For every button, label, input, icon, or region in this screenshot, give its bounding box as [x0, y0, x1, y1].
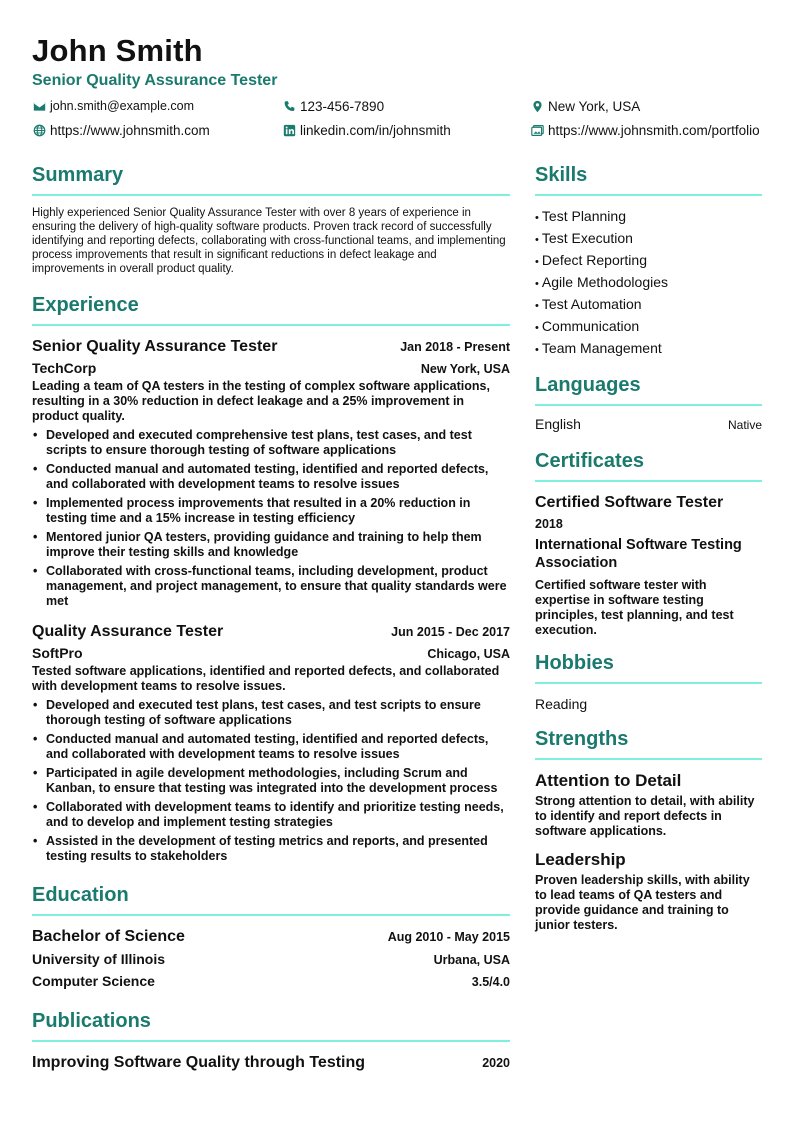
list-item: • Implemented process improvements that resulted in a 20% reduction in testing time and a 15% increase in testing efficiency — [32, 496, 510, 526]
language-entry — [535, 416, 762, 432]
list-item: • Participated in agile development methodologies, including Scrum and Kanban, to ensure that testing was integrated into the development process — [32, 766, 510, 796]
certificates-heading: Certificates — [535, 448, 762, 482]
hobby-item: Reading — [535, 696, 588, 712]
certificate-entry — [535, 492, 762, 638]
job-location: Chicago, USA — [427, 647, 510, 661]
contact-phone[interactable] — [282, 96, 384, 116]
job-dates: Jun 2015 - Dec 2017 — [391, 625, 510, 639]
list-item: • Test Execution — [535, 228, 762, 250]
list-item: • Communication — [535, 316, 762, 338]
publication-year: 2020 — [482, 1056, 510, 1070]
job-bullets — [32, 698, 510, 864]
side-column — [535, 162, 762, 943]
linkedin-link: linkedin.com/in/johnsmith — [300, 122, 451, 138]
strength-entry — [535, 770, 762, 839]
hobbies-heading: Hobbies — [535, 650, 762, 684]
location-icon — [530, 99, 544, 113]
job-description: Tested software applications, identified and reported defects, and collaborated with development teams to resolve issues. — [32, 664, 500, 693]
job-dates: Jan 2018 - Present — [400, 340, 510, 354]
list-item: • Mentored junior QA testers, providing guidance and training to help them improve their testing skills and knowledge — [32, 530, 510, 560]
company-name: SoftPro — [32, 645, 83, 661]
list-item: • Developed and executed comprehensive test plans, test cases, and test scripts to ensure thorough testing of software applications — [32, 428, 510, 458]
contact-website[interactable] — [32, 120, 210, 140]
list-item: • Test Automation — [535, 294, 762, 316]
list-item: • Conducted manual and automated testing, identified and reported defects, and collaborated with development teams to resolve issues — [32, 462, 510, 492]
languages-heading: Languages — [535, 372, 762, 406]
strength-name: Leadership — [535, 850, 626, 869]
email-icon — [32, 99, 46, 113]
experience-entry — [32, 621, 510, 864]
list-item: • Collaborated with development teams to identify and prioritize testing needs, and to develop and implement testing strategies — [32, 800, 510, 830]
linkedin-icon — [282, 123, 296, 137]
education-dates: Aug 2010 - May 2015 — [387, 930, 510, 944]
school-name: University of Illinois — [32, 951, 166, 967]
list-item: • Developed and executed test plans, test cases, and test scripts to ensure thorough testing of software applications — [32, 698, 510, 728]
language-name: English — [535, 416, 581, 432]
publications-heading: Publications — [32, 1008, 510, 1042]
contact-row — [32, 96, 782, 120]
experience-entry — [32, 336, 510, 609]
job-bullets — [32, 428, 510, 609]
list-item: • Assisted in the development of testing metrics and reports, and presented testing results to stakeholders — [32, 834, 510, 864]
phone-text: 123-456-7890 — [300, 98, 385, 114]
strengths-heading: Strengths — [535, 726, 762, 760]
education-heading: Education — [32, 882, 510, 916]
skills-heading: Skills — [535, 162, 762, 196]
phone-icon — [282, 99, 296, 113]
list-item: • Team Management — [535, 338, 762, 360]
school-location: Urbana, USA — [433, 953, 510, 967]
contact-location — [530, 96, 640, 116]
location-text: New York, USA — [548, 98, 641, 114]
gpa: 3.5/4.0 — [471, 975, 510, 989]
candidate-title: Senior Quality Assurance Tester — [32, 72, 278, 89]
language-level: Native — [727, 418, 762, 432]
contact-portfolio[interactable] — [530, 120, 760, 140]
certificate-description: Certified software tester with expertise in software testing principles, test planning, and test execution. — [535, 578, 734, 637]
portfolio-link: https://www.johnsmith.com/portfolio — [548, 122, 760, 138]
field-of-study: Computer Science — [32, 973, 155, 989]
certificate-name: Certified Software Tester — [535, 494, 724, 511]
contact-linkedin[interactable] — [282, 120, 451, 140]
job-location: New York, USA — [420, 362, 510, 376]
email-text: john.smith@example.com — [50, 99, 194, 113]
globe-icon — [32, 123, 46, 137]
contact-info — [32, 96, 782, 144]
list-item: • Agile Methodologies — [535, 272, 762, 294]
candidate-name: John Smith — [32, 33, 203, 68]
job-title: Quality Assurance Tester — [32, 623, 224, 640]
certificate-org: International Software Testing Association — [535, 537, 742, 571]
list-item: • Conducted manual and automated testing, identified and reported defects, and collaborated with development teams to resolve issues — [32, 732, 510, 762]
strength-name: Attention to Detail — [535, 771, 682, 790]
summary-heading: Summary — [32, 162, 510, 196]
publication-title: Improving Software Quality through Testing — [32, 1054, 366, 1071]
summary-text: Highly experienced Senior Quality Assurance Tester with over 8 years of experience in ensuring the delivery of high-quality software products. Proven track record of successfully identifying and reporting defects, collaborating with cross-functional teams, and implementing process improvements that result in significant reductions in defect leakage and improvements in overall product quality. — [32, 207, 506, 275]
list-item: • Defect Reporting — [535, 250, 762, 272]
resume-header — [32, 32, 772, 92]
strength-description: Strong attention to detail, with ability to identify and report defects in software applications. — [535, 794, 755, 838]
contact-row — [32, 120, 782, 144]
job-title: Senior Quality Assurance Tester — [32, 338, 278, 355]
education-entry — [32, 926, 510, 992]
strength-entry — [535, 849, 762, 933]
experience-heading: Experience — [32, 292, 510, 326]
strength-description: Proven leadership skills, with ability to lead teams of QA testers and provide guidance and training to junior testers. — [535, 873, 750, 932]
publication-entry — [32, 1052, 510, 1074]
list-item: • Collaborated with cross-functional teams, including development, product management, and project management, to ensure that quality standards were met — [32, 564, 510, 609]
list-item: • Test Planning — [535, 206, 762, 228]
website-link: https://www.johnsmith.com — [50, 122, 210, 138]
job-description: Leading a team of QA testers in the testing of complex software applications, resulting in a 30% reduction in defect leakage and a 25% improvement in product quality. — [32, 379, 490, 423]
skills-list — [535, 206, 762, 360]
company-name: TechCorp — [32, 360, 97, 376]
portfolio-icon — [530, 123, 544, 137]
degree: Bachelor of Science — [32, 928, 185, 945]
main-column — [32, 162, 510, 1074]
certificate-year: 2018 — [535, 517, 563, 531]
contact-email[interactable] — [32, 96, 194, 116]
